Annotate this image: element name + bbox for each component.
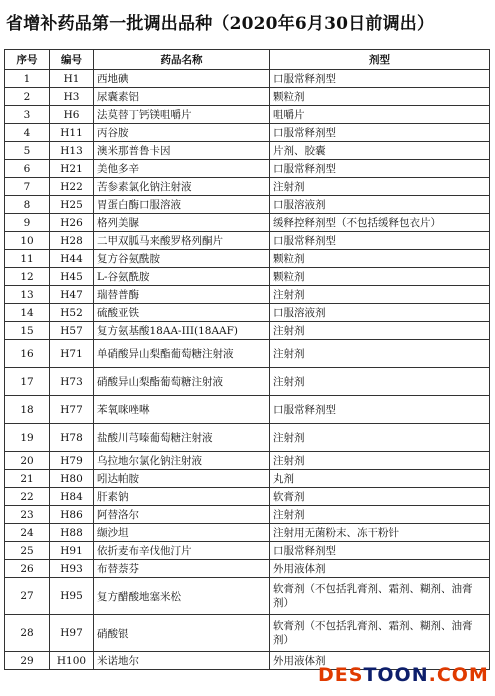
table-row: [5, 368, 490, 396]
cell-code: H3: [50, 88, 94, 106]
cell-no: 24: [5, 524, 50, 542]
table-row: [5, 452, 490, 470]
cell-code: H25: [50, 196, 94, 214]
page-title: 省增补药品第一批调出品种（2020年6月30日前调出）: [6, 14, 435, 34]
cell-name: 单硝酸异山梨酯葡萄糖注射液: [94, 340, 270, 368]
cell-no: 14: [5, 304, 50, 322]
cell-code: H6: [50, 106, 94, 124]
cell-form: 口服常释剂型: [270, 396, 490, 424]
table-row: [5, 250, 490, 268]
cell-code: H45: [50, 268, 94, 286]
cell-name: 尿囊素铝: [94, 88, 270, 106]
cell-code: H71: [50, 340, 94, 368]
table-row: [5, 578, 490, 615]
cell-code: H91: [50, 542, 94, 560]
table-row: [5, 106, 490, 124]
cell-form: 注射剂: [270, 424, 490, 452]
table-row: [5, 268, 490, 286]
table-row: [5, 124, 490, 142]
cell-no: 29: [5, 652, 50, 670]
cell-form: 口服常释剂型: [270, 160, 490, 178]
table-row: [5, 524, 490, 542]
cell-name: 阿替洛尔: [94, 506, 270, 524]
header-code: 编号: [50, 50, 94, 70]
cell-form: 口服常释剂型: [270, 70, 490, 88]
table-row: [5, 70, 490, 88]
cell-name: 吲达帕胺: [94, 470, 270, 488]
cell-form: 注射用无菌粉末、冻干粉针: [270, 524, 490, 542]
cell-code: H86: [50, 506, 94, 524]
cell-name: 二甲双胍马来酸罗格列酮片: [94, 232, 270, 250]
header-name: 药品名称: [94, 50, 270, 70]
cell-code: H79: [50, 452, 94, 470]
cell-no: 7: [5, 178, 50, 196]
cell-name: 肝素钠: [94, 488, 270, 506]
cell-no: 20: [5, 452, 50, 470]
cell-form: 注射剂: [270, 286, 490, 304]
cell-code: H80: [50, 470, 94, 488]
cell-form: 注射剂: [270, 368, 490, 396]
cell-name: 复方醋酸地塞米松: [94, 578, 270, 615]
cell-name: 硫酸亚铁: [94, 304, 270, 322]
destoon-watermark: [318, 661, 489, 689]
cell-no: 15: [5, 322, 50, 340]
cell-form: 颗粒剂: [270, 268, 490, 286]
cell-form: 口服常释剂型: [270, 232, 490, 250]
cell-name: 瑞替普酶: [94, 286, 270, 304]
cell-no: 6: [5, 160, 50, 178]
cell-form: 口服常释剂型: [270, 124, 490, 142]
cell-no: 18: [5, 396, 50, 424]
cell-form: 丸剂: [270, 470, 490, 488]
cell-form: 软膏剂（不包括乳膏剂、霜剂、糊剂、油膏剂）: [270, 615, 490, 652]
cell-no: 17: [5, 368, 50, 396]
cell-name: 布替萘芬: [94, 560, 270, 578]
cell-code: H28: [50, 232, 94, 250]
cell-name: 缬沙坦: [94, 524, 270, 542]
header-form: 剂型: [270, 50, 490, 70]
cell-no: 1: [5, 70, 50, 88]
cell-form: 注射剂: [270, 506, 490, 524]
cell-no: 27: [5, 578, 50, 615]
cell-code: H88: [50, 524, 94, 542]
cell-name: 依折麦布辛伐他汀片: [94, 542, 270, 560]
cell-form: 注射剂: [270, 178, 490, 196]
cell-no: 10: [5, 232, 50, 250]
table-row: [5, 196, 490, 214]
cell-form: 外用液体剂: [270, 560, 490, 578]
table-row: [5, 470, 490, 488]
cell-no: 28: [5, 615, 50, 652]
cell-form: 软膏剂（不包括乳膏剂、霜剂、糊剂、油膏剂）: [270, 578, 490, 615]
cell-no: 3: [5, 106, 50, 124]
cell-name: 硝酸异山梨酯葡萄糖注射液: [94, 368, 270, 396]
table-row: [5, 160, 490, 178]
cell-code: H52: [50, 304, 94, 322]
cell-name: L-谷氨酰胺: [94, 268, 270, 286]
cell-name: 格列美脲: [94, 214, 270, 232]
table-row: [5, 560, 490, 578]
cell-no: 16: [5, 340, 50, 368]
cell-code: H11: [50, 124, 94, 142]
cell-no: 19: [5, 424, 50, 452]
cell-no: 4: [5, 124, 50, 142]
cell-name: 硝酸银: [94, 615, 270, 652]
cell-code: H93: [50, 560, 94, 578]
cell-code: H26: [50, 214, 94, 232]
cell-name: 法莫替丁钙镁咀嚼片: [94, 106, 270, 124]
cell-name: 复方氨基酸18AA-III(18AAF): [94, 322, 270, 340]
cell-no: 12: [5, 268, 50, 286]
cell-name: 苯氧咪唑啉: [94, 396, 270, 424]
table-row: [5, 542, 490, 560]
cell-form: 缓释控释剂型（不包括缓释包衣片）: [270, 214, 490, 232]
cell-code: H77: [50, 396, 94, 424]
cell-no: 9: [5, 214, 50, 232]
cell-code: H57: [50, 322, 94, 340]
cell-form: 外用液体剂: [270, 652, 490, 670]
cell-code: H1: [50, 70, 94, 88]
table-row: [5, 340, 490, 368]
cell-form: 注射剂: [270, 322, 490, 340]
cell-code: H95: [50, 578, 94, 615]
cell-no: 23: [5, 506, 50, 524]
cell-no: 26: [5, 560, 50, 578]
cell-code: H44: [50, 250, 94, 268]
cell-code: H21: [50, 160, 94, 178]
cell-code: H78: [50, 424, 94, 452]
cell-name: 丙谷胺: [94, 124, 270, 142]
cell-no: 13: [5, 286, 50, 304]
cell-code: H84: [50, 488, 94, 506]
cell-form: 注射剂: [270, 452, 490, 470]
cell-code: H100: [50, 652, 94, 670]
cell-no: 5: [5, 142, 50, 160]
cell-no: 25: [5, 542, 50, 560]
cell-name: 澳米那普鲁卡因: [94, 142, 270, 160]
cell-name: 米诺地尔: [94, 652, 270, 670]
cell-form: 咀嚼片: [270, 106, 490, 124]
watermark-part3: .COM: [428, 664, 489, 686]
cell-form: 片剂、胶囊: [270, 142, 490, 160]
cell-no: 22: [5, 488, 50, 506]
table-row: [5, 214, 490, 232]
table-row: [5, 488, 490, 506]
header-no: 序号: [5, 50, 50, 70]
cell-no: 21: [5, 470, 50, 488]
watermark-part1: DES: [318, 664, 364, 686]
cell-code: H97: [50, 615, 94, 652]
cell-no: 11: [5, 250, 50, 268]
table-row: [5, 142, 490, 160]
cell-name: 美他多辛: [94, 160, 270, 178]
cell-name: 乌拉地尔氯化钠注射液: [94, 452, 270, 470]
table-row: [5, 178, 490, 196]
table-body: [5, 70, 490, 670]
watermark-part2: TOON: [363, 664, 429, 686]
cell-name: 复方谷氨酰胺: [94, 250, 270, 268]
cell-form: 口服常释剂型: [270, 542, 490, 560]
cell-code: H22: [50, 178, 94, 196]
table-header-row: [5, 50, 490, 70]
cell-form: 口服溶液剂: [270, 304, 490, 322]
cell-form: 口服溶液剂: [270, 196, 490, 214]
table-row: [5, 286, 490, 304]
table-row: [5, 232, 490, 250]
table-row: [5, 304, 490, 322]
cell-code: H73: [50, 368, 94, 396]
cell-name: 苦参素氯化钠注射液: [94, 178, 270, 196]
cell-form: 颗粒剂: [270, 250, 490, 268]
cell-no: 2: [5, 88, 50, 106]
cell-form: 注射剂: [270, 340, 490, 368]
table-row: [5, 88, 490, 106]
drug-table: [4, 49, 490, 670]
cell-code: H47: [50, 286, 94, 304]
cell-no: 8: [5, 196, 50, 214]
cell-form: 软膏剂: [270, 488, 490, 506]
table-row: [5, 322, 490, 340]
cell-code: H13: [50, 142, 94, 160]
cell-name: 西地碘: [94, 70, 270, 88]
cell-form: 颗粒剂: [270, 88, 490, 106]
cell-name: 盐酸川芎嗪葡萄糖注射液: [94, 424, 270, 452]
table-row: [5, 396, 490, 424]
table-row: [5, 506, 490, 524]
table-row: [5, 615, 490, 652]
cell-name: 胃蛋白酶口服溶液: [94, 196, 270, 214]
table-row: [5, 424, 490, 452]
